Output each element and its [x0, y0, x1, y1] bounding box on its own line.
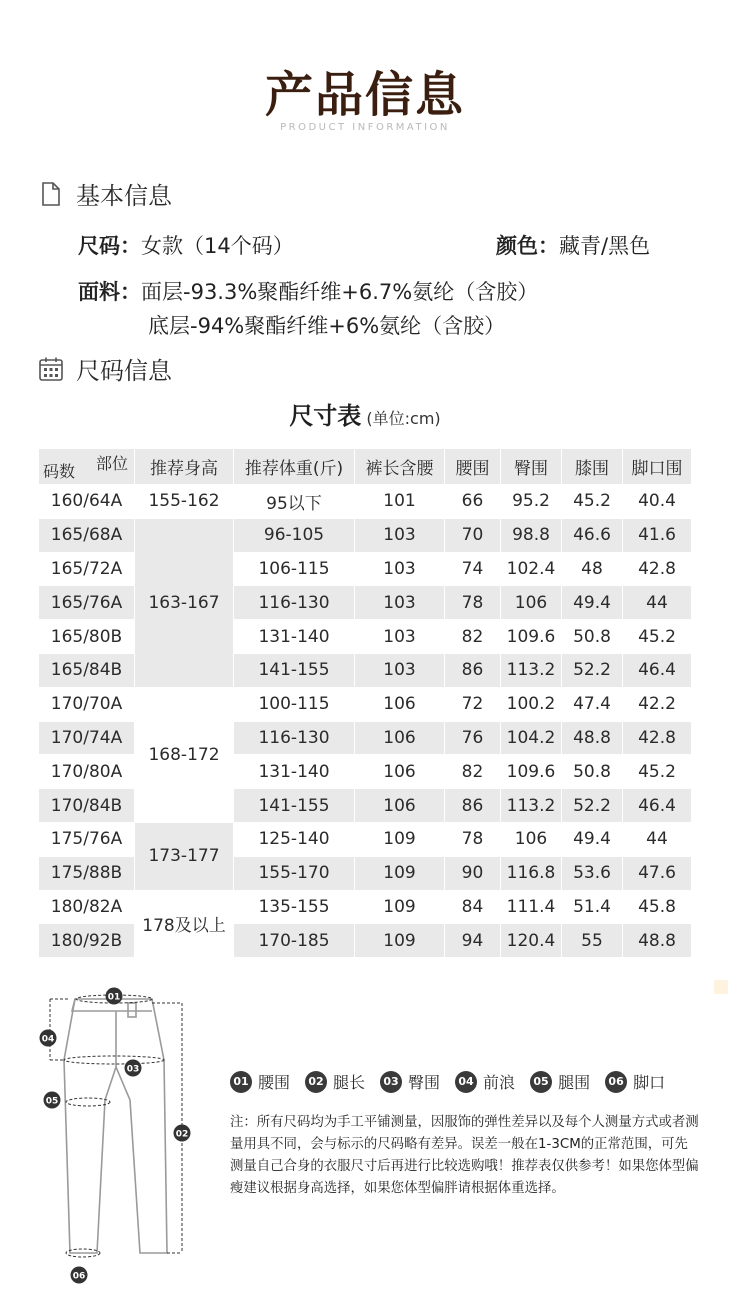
- page-subtitle: PRODUCT INFORMATION: [280, 122, 450, 133]
- cell-size: 165/68A: [39, 518, 135, 552]
- cell-height-group: 163-167: [135, 518, 234, 687]
- cell-weight: 135-155: [234, 890, 355, 924]
- cell-hip: 113.2: [501, 789, 562, 823]
- cell-waist: 84: [445, 890, 501, 924]
- cell-knee: 55: [562, 924, 623, 958]
- cell-size: 160/64A: [39, 485, 135, 519]
- cell-size: 165/76A: [39, 586, 135, 620]
- legend-item: [380, 1070, 440, 1093]
- table-unit: (单位:cm): [366, 409, 441, 428]
- basic-info-heading: [38, 176, 172, 211]
- legend-badge: 02: [305, 1071, 327, 1093]
- cell-weight: 116-130: [234, 586, 355, 620]
- edge-decoration: [714, 980, 728, 994]
- header-weight: 推荐体重(斤): [234, 449, 355, 485]
- cell-height-group: 178及以上: [135, 890, 234, 958]
- cell-length: 103: [355, 653, 445, 687]
- cell-hem: 46.4: [623, 789, 692, 823]
- cell-knee: 52.2: [562, 653, 623, 687]
- header-knee: 膝围: [562, 449, 623, 485]
- cell-weight: 95以下: [234, 485, 355, 519]
- cell-waist: 70: [445, 518, 501, 552]
- legend-badge: 04: [455, 1071, 477, 1093]
- cell-hip: 120.4: [501, 924, 562, 958]
- size-info-title: 尺码信息: [76, 357, 172, 385]
- corner-size-label: 码数: [43, 462, 76, 481]
- table-title-text: 尺寸表: [289, 402, 362, 430]
- cell-size: 170/84B: [39, 789, 135, 823]
- cell-weight: 131-140: [234, 620, 355, 654]
- cell-length: 109: [355, 890, 445, 924]
- legend-item: [530, 1070, 590, 1093]
- cell-length: 103: [355, 552, 445, 586]
- measurement-note: 注：所有尺码均为手工平铺测量，因服饰的弹性差异以及每个人测量方式或者测量用具不同，会与标示的尺码略有差异。误差一般在1-3CM的正常范围，可先测量自己合身的衣服尺寸后再进行比较选购哦！推荐表仅供参考！如果您体型偏瘦建议根据身高选择，如果您体型偏胖请根据体重选择。: [230, 1115, 699, 1196]
- header-length: 裤长含腰: [355, 449, 445, 485]
- cell-length: 101: [355, 485, 445, 519]
- color-value: 藏青/黑色: [559, 234, 651, 258]
- cell-waist: 94: [445, 924, 501, 958]
- cell-size: 170/74A: [39, 721, 135, 755]
- cell-length: 109: [355, 822, 445, 856]
- cell-size: 170/80A: [39, 755, 135, 789]
- fabric-info-line: [78, 276, 538, 306]
- cell-waist: 82: [445, 620, 501, 654]
- table-row: [39, 890, 692, 924]
- cell-waist: 86: [445, 789, 501, 823]
- cell-length: 103: [355, 518, 445, 552]
- cell-weight: 131-140: [234, 755, 355, 789]
- cell-hip: 102.4: [501, 552, 562, 586]
- cell-waist: 78: [445, 586, 501, 620]
- legend-label: 脚口: [633, 1073, 666, 1092]
- marker-05: 05: [45, 1096, 59, 1107]
- color-label: 颜色：: [496, 234, 559, 258]
- cell-knee: 50.8: [562, 755, 623, 789]
- cell-hip: 109.6: [501, 620, 562, 654]
- cell-knee: 52.2: [562, 789, 623, 823]
- cell-weight: 106-115: [234, 552, 355, 586]
- cell-hem: 46.4: [623, 653, 692, 687]
- header-waist: 腰围: [445, 449, 501, 485]
- marker-04: 04: [41, 1034, 55, 1045]
- marker-01: 01: [107, 992, 121, 1003]
- color-info-line: [496, 230, 650, 260]
- cell-length: 106: [355, 687, 445, 721]
- cell-weight: 116-130: [234, 721, 355, 755]
- fabric-line-1: 面层-93.3%聚酯纤维+6.7%氨纶（含胶）: [141, 280, 539, 304]
- header-hem: 脚口围: [623, 449, 692, 485]
- cell-hip: 116.8: [501, 856, 562, 890]
- cell-knee: 49.4: [562, 586, 623, 620]
- cell-size: 165/80B: [39, 620, 135, 654]
- cell-waist: 72: [445, 687, 501, 721]
- table-row: [39, 687, 692, 721]
- cell-hem: 45.8: [623, 890, 692, 924]
- cell-waist: 66: [445, 485, 501, 519]
- table-title: [0, 396, 730, 431]
- fabric-label: 面料：: [78, 280, 141, 304]
- cell-length: 106: [355, 789, 445, 823]
- cell-knee: 50.8: [562, 620, 623, 654]
- table-header-row: [39, 449, 692, 485]
- cell-weight: 100-115: [234, 687, 355, 721]
- page-title: 产品信息: [264, 67, 465, 123]
- cell-hip: 113.2: [501, 653, 562, 687]
- cell-hem: 48.8: [623, 924, 692, 958]
- cell-knee: 48.8: [562, 721, 623, 755]
- cell-length: 109: [355, 856, 445, 890]
- document-icon: [38, 181, 64, 207]
- cell-knee: 47.4: [562, 687, 623, 721]
- cell-size: 165/72A: [39, 552, 135, 586]
- legend-label: 腿围: [558, 1073, 591, 1092]
- legend-item: [230, 1070, 290, 1093]
- basic-info-title: 基本信息: [76, 182, 172, 210]
- cell-weight: 141-155: [234, 789, 355, 823]
- size-value: 女款（14个码）: [141, 234, 294, 258]
- cell-waist: 78: [445, 822, 501, 856]
- cell-waist: 86: [445, 653, 501, 687]
- cell-hem: 41.6: [623, 518, 692, 552]
- header-hip: 臀围: [501, 449, 562, 485]
- size-label: 尺码：: [78, 234, 141, 258]
- legend-label: 臀围: [408, 1073, 441, 1092]
- cell-height-group: 168-172: [135, 687, 234, 822]
- legend-item: [305, 1070, 365, 1093]
- cell-waist: 76: [445, 721, 501, 755]
- cell-size: 165/84B: [39, 653, 135, 687]
- calendar-icon: [38, 356, 64, 382]
- cell-size: 175/76A: [39, 822, 135, 856]
- legend-label: 前浪: [483, 1073, 516, 1092]
- cell-knee: 51.4: [562, 890, 623, 924]
- cell-weight: 170-185: [234, 924, 355, 958]
- cell-length: 106: [355, 721, 445, 755]
- table-corner-cell: [39, 449, 135, 485]
- cell-knee: 49.4: [562, 822, 623, 856]
- cell-hem: 44: [623, 822, 692, 856]
- pants-diagram: [30, 985, 205, 1285]
- cell-weight: 141-155: [234, 653, 355, 687]
- cell-hip: 95.2: [501, 485, 562, 519]
- cell-size: 175/88B: [39, 856, 135, 890]
- legend-label: 腿长: [333, 1073, 366, 1092]
- cell-hip: 100.2: [501, 687, 562, 721]
- fabric-line-2: 底层-94%聚酯纤维+6%氨纶（含胶）: [148, 314, 506, 338]
- cell-knee: 53.6: [562, 856, 623, 890]
- cell-length: 106: [355, 755, 445, 789]
- cell-weight: 125-140: [234, 822, 355, 856]
- size-info-line: [78, 230, 294, 260]
- measurement-legend: [230, 1070, 680, 1093]
- cell-waist: 90: [445, 856, 501, 890]
- cell-weight: 96-105: [234, 518, 355, 552]
- cell-hem: 40.4: [623, 485, 692, 519]
- marker-06: 06: [72, 1271, 86, 1282]
- legend-badge: 03: [380, 1071, 402, 1093]
- cell-knee: 48: [562, 552, 623, 586]
- cell-hem: 44: [623, 586, 692, 620]
- cell-hem: 47.6: [623, 856, 692, 890]
- cell-hem: 45.2: [623, 755, 692, 789]
- cell-size: 170/70A: [39, 687, 135, 721]
- cell-waist: 74: [445, 552, 501, 586]
- cell-waist: 82: [445, 755, 501, 789]
- legend-label: 腰围: [258, 1073, 291, 1092]
- cell-knee: 45.2: [562, 485, 623, 519]
- cell-weight: 155-170: [234, 856, 355, 890]
- table-row: [39, 518, 692, 552]
- table-row: [39, 485, 692, 519]
- legend-item: [455, 1070, 515, 1093]
- marker-02: 02: [175, 1129, 189, 1140]
- cell-length: 109: [355, 924, 445, 958]
- legend-item: [605, 1070, 665, 1093]
- cell-hip: 106: [501, 822, 562, 856]
- table-row: [39, 822, 692, 856]
- pants-outline: [64, 999, 167, 1253]
- legend-badge: 06: [605, 1071, 627, 1093]
- cell-hem: 42.2: [623, 687, 692, 721]
- cell-hip: 104.2: [501, 721, 562, 755]
- cell-length: 103: [355, 620, 445, 654]
- cell-length: 103: [355, 586, 445, 620]
- cell-size: 180/92B: [39, 924, 135, 958]
- cell-hip: 111.4: [501, 890, 562, 924]
- cell-hip: 98.8: [501, 518, 562, 552]
- cell-size: 180/82A: [39, 890, 135, 924]
- size-info-heading: [38, 351, 172, 386]
- marker-03: 03: [126, 1064, 140, 1075]
- cell-hem: 45.2: [623, 620, 692, 654]
- cell-knee: 46.6: [562, 518, 623, 552]
- legend-badge: 01: [230, 1071, 252, 1093]
- cell-hem: 42.8: [623, 552, 692, 586]
- corner-part-label: 部位: [95, 454, 128, 473]
- markers: [40, 988, 191, 1284]
- legend-badge: 05: [530, 1071, 552, 1093]
- cell-hem: 42.8: [623, 721, 692, 755]
- header-height: 推荐身高: [135, 449, 234, 485]
- size-table: [38, 448, 692, 958]
- cell-height-group: 155-162: [135, 485, 234, 519]
- cell-hip: 109.6: [501, 755, 562, 789]
- cell-height-group: 173-177: [135, 822, 234, 890]
- cell-hip: 106: [501, 586, 562, 620]
